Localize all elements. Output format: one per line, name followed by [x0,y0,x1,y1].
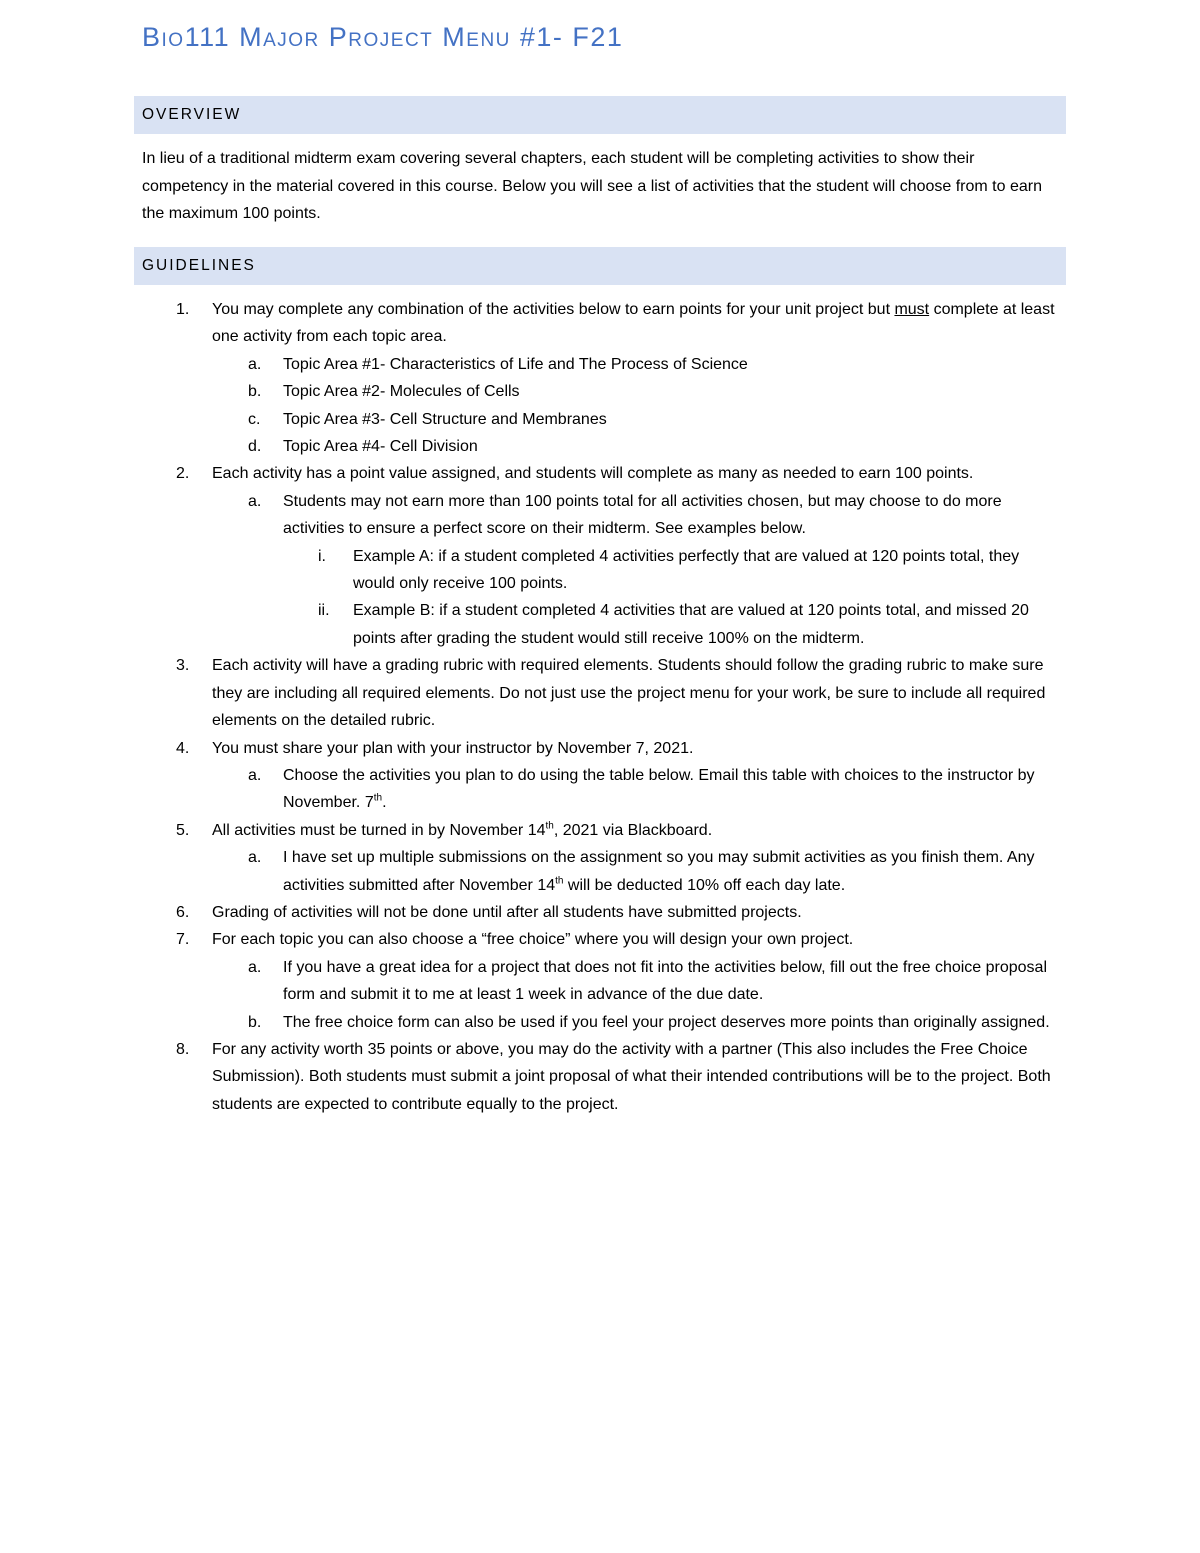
list-letter: d. [248,438,262,456]
list-letter: c. [248,410,261,428]
list-number: 6. [176,903,190,921]
guideline-item-3 [0,652,1200,734]
list-letter: b. [248,1013,262,1031]
superscript: th [555,875,564,887]
guideline-subitem-1a [0,351,1200,378]
list-text: Grading of activities will not be done until after all students have submitted projects. [212,903,802,921]
list-text: Topic Area #4- Cell Division [283,438,478,456]
overview-paragraph: In lieu of a traditional midterm exam covering several chapters, each student will be completing activities to show their competency in the material covered in this course. Below you will see a list of activities that the student will choose from to earn the maximum 100 points. [142,150,1042,222]
guideline-example-b [0,597,1200,652]
list-text: For any activity worth 35 points or above, you may do the activity with a partner (This also includes the Free Choice Submission). Both students must submit a joint proposal of what their intended contributions will be to the project. Both students are expected to contribute equally to the project. [212,1040,1051,1113]
list-letter: a. [248,355,262,373]
guideline-subitem-5a [0,844,1200,899]
guideline-item-7 [0,926,1200,953]
list-text: Each activity will have a grading rubric with required elements. Students should follow the grading rubric to make sure they are including all required elements. Do not just use the project menu for your work, be sure to include all required elements on the detailed rubric. [212,657,1046,730]
guideline-subitem-7b [0,1009,1200,1036]
guideline-item-6 [0,899,1200,926]
list-letter: a. [248,849,262,867]
list-text: Example A: if a student completed 4 activities perfectly that are valued at 120 points total, they would only receive 100 points. [353,547,1020,593]
list-number: 1. [176,301,190,318]
guideline-subitem-1b [0,378,1200,405]
list-text: I have set up multiple submissions on the assignment so you may submit activities as you finish them. Any activities submitted after November 14th will be deducted 10% off each day late. [283,849,1035,894]
list-number: 7. [176,931,190,949]
list-letter: a. [248,766,262,784]
list-text: Topic Area #2- Molecules of Cells [283,383,520,401]
superscript: th [373,792,383,804]
list-text: Topic Area #1- Characteristics of Life and The Process of Science [283,355,748,373]
list-text: All activities must be turned in by November 14th, 2021 via Blackboard. [212,820,713,839]
list-number: 8. [176,1040,190,1058]
emphasis-text: must [894,301,930,318]
guideline-subitem-4a [0,762,1200,817]
list-roman: i. [318,547,326,565]
list-number: 5. [176,821,190,839]
guideline-item-5 [0,817,1200,844]
document-title: Bio111 Major Project Menu #1- F21 [142,22,624,52]
list-number: 3. [176,657,190,675]
superscript: th [545,820,554,832]
guideline-subitem-1c [0,406,1200,433]
guideline-subitem-2a [0,488,1200,543]
list-roman: ii. [318,602,330,620]
list-text: Students may not earn more than 100 points total for all activities chosen, but may choose to do more activities to ensure a perfect score on their midterm. See examples below. [283,492,1002,538]
list-letter: a. [248,492,262,510]
list-text: Each activity has a point value assigned, and students will complete as many as needed to earn 100 points. [212,465,974,483]
overview-section-header [134,96,1066,134]
list-text: If you have a great idea for a project that does not fit into the activities below, fill out the free choice proposal form and submit it to me at least 1 week in advance of the due date. [283,958,1048,1004]
guideline-item-8 [0,1036,1200,1118]
guideline-item-4 [0,735,1200,762]
guidelines-list [0,296,1200,1118]
list-number: 4. [176,739,190,757]
list-letter: b. [248,383,262,401]
list-letter: a. [248,958,262,976]
list-text: You may complete any combination of the activities below to earn points for your unit project but must complete at least one activity from each topic area. [212,301,1055,346]
guideline-item-2 [0,460,1200,487]
guidelines-heading: GUIDELINES [142,257,256,274]
guideline-item-1 [0,296,1200,351]
list-text: The free choice form can also be used if you feel your project deserves more points than originally assigned. [283,1013,1050,1031]
list-text: Example B: if a student completed 4 activities that are valued at 120 points total, and missed 20 points after grading the student would still receive 100% on the midterm. [353,602,1029,647]
guideline-example-a [0,543,1200,598]
list-text: You must share your plan with your instructor by November 7, 2021. [212,739,694,757]
list-text: Topic Area #3- Cell Structure and Membranes [283,410,607,428]
guidelines-section-header [134,247,1066,285]
list-number: 2. [176,465,190,483]
list-text: Choose the activities you plan to do using the table below. Email this table with choices to the instructor by November. 7th. [283,766,1035,812]
guideline-subitem-7a [0,954,1200,1009]
overview-heading: OVERVIEW [142,106,242,123]
list-text: For each topic you can also choose a “free choice” where you will design your own project. [212,931,854,949]
guideline-subitem-1d [0,433,1200,460]
